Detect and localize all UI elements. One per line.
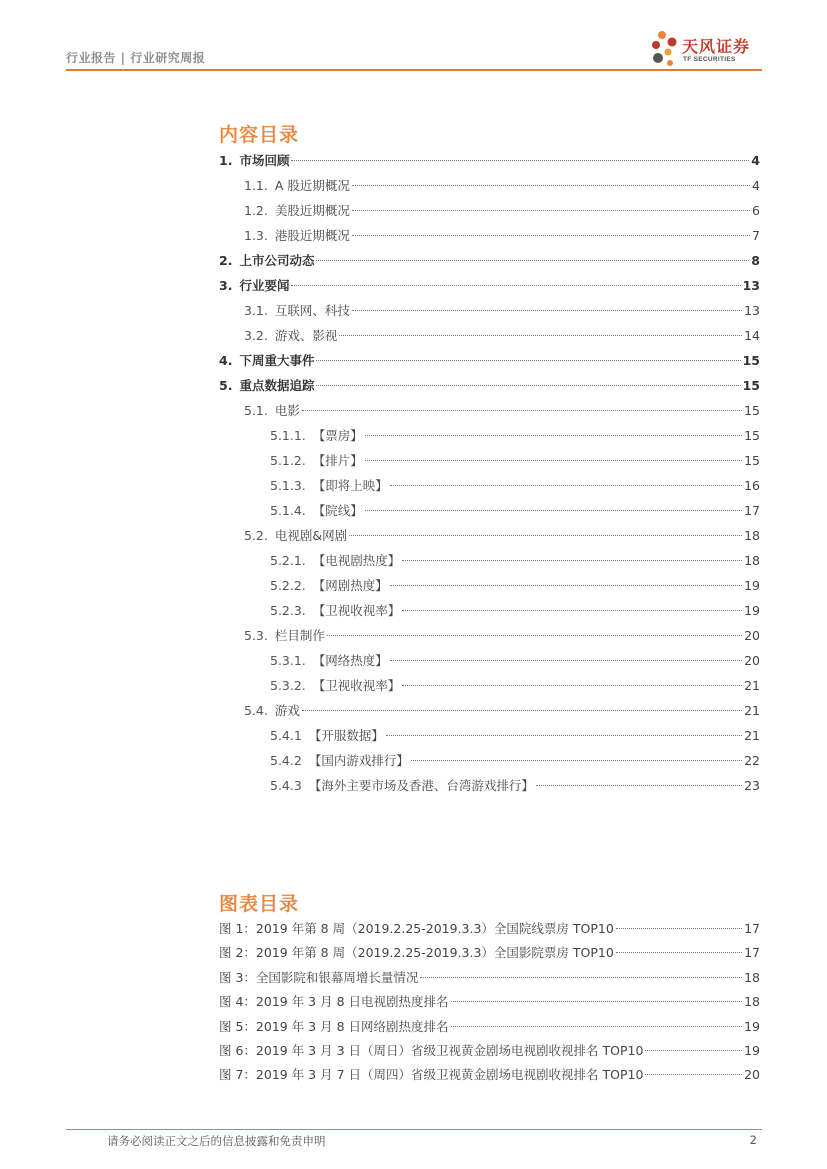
toc-entry-page: 13 bbox=[742, 278, 760, 293]
toc-entry-number: 5.4.3 bbox=[270, 778, 302, 793]
toc-entry-label: 【网络热度】 bbox=[312, 653, 388, 668]
toc-leader-dots bbox=[390, 485, 742, 486]
toc-entry-label: 【排片】 bbox=[312, 453, 363, 468]
toc-leader-dots bbox=[365, 510, 742, 511]
toc-entry[interactable] bbox=[219, 523, 760, 548]
toc-entry-number: 5.1.1. bbox=[270, 428, 306, 443]
toc-entry-label: 栏目制作 bbox=[274, 628, 325, 643]
toc-entry-page: 19 bbox=[744, 603, 760, 618]
figure-entry-label: 图 5：2019 年 3 月 8 日网络剧热度排名 bbox=[219, 1018, 449, 1034]
figure-entry-label: 图 4：2019 年 3 月 8 日电视剧热度排名 bbox=[219, 994, 449, 1010]
toc-entry-page: 15 bbox=[744, 428, 760, 443]
toc-leader-dots bbox=[302, 410, 742, 411]
figure-entry[interactable] bbox=[219, 917, 760, 941]
toc-entry-label: 行业要闻 bbox=[239, 278, 290, 293]
toc-leader-dots bbox=[402, 685, 742, 686]
toc-entry[interactable] bbox=[219, 148, 760, 173]
toc-entry-page: 21 bbox=[744, 678, 760, 693]
toc-entry-page: 18 bbox=[744, 553, 760, 568]
toc-entry-page: 4 bbox=[751, 153, 760, 168]
toc-entry[interactable] bbox=[219, 273, 760, 298]
toc-leader-dots bbox=[327, 635, 742, 636]
toc-leader-dots bbox=[386, 735, 742, 736]
figures-title: 图表目录 bbox=[219, 893, 300, 915]
toc-entry-number: 5.1. bbox=[244, 403, 268, 418]
toc-leader-dots bbox=[349, 535, 742, 536]
toc-entry-label: 【电视剧热度】 bbox=[312, 553, 401, 568]
toc-entry-number: 5.1.2. bbox=[270, 453, 306, 468]
toc-leader-dots bbox=[402, 610, 742, 611]
toc-entry-page: 8 bbox=[751, 253, 760, 268]
toc-entry-label: 游戏 bbox=[274, 703, 300, 718]
figure-entry-label: 图 3：全国影院和银幕周增长量情况 bbox=[219, 969, 419, 985]
figures-list bbox=[219, 917, 760, 1088]
toc-entry-page: 19 bbox=[744, 578, 760, 593]
toc-entry-label: 港股近期概况 bbox=[274, 228, 350, 243]
toc-entry[interactable] bbox=[219, 448, 760, 473]
toc-entry[interactable] bbox=[219, 323, 760, 348]
toc-entry[interactable] bbox=[219, 248, 760, 273]
toc-entry-page: 4 bbox=[752, 178, 760, 193]
toc-entry-page: 18 bbox=[744, 528, 760, 543]
toc-entry-page: 21 bbox=[744, 703, 760, 718]
footer-disclaimer: 请务必阅读正文之后的信息披露和免责申明 bbox=[107, 1134, 326, 1148]
figure-entry-page: 18 bbox=[744, 969, 760, 985]
toc-leader-dots bbox=[402, 560, 742, 561]
toc-list bbox=[219, 148, 760, 798]
toc-leader-dots bbox=[352, 235, 750, 236]
toc-leader-dots bbox=[390, 585, 742, 586]
toc-entry-label: 市场回顾 bbox=[239, 153, 290, 168]
toc-entry-number: 1. bbox=[219, 153, 233, 168]
toc-entry-label: 电影 bbox=[274, 403, 300, 418]
figure-leader-dots bbox=[616, 952, 742, 953]
toc-entry-number: 1.3. bbox=[244, 228, 268, 243]
footer-rule bbox=[66, 1129, 762, 1130]
toc-leader-dots bbox=[316, 360, 740, 361]
toc-entry[interactable] bbox=[219, 648, 760, 673]
toc-entry[interactable] bbox=[219, 223, 760, 248]
toc-entry-number: 5.3.1. bbox=[270, 653, 306, 668]
toc-entry-number: 5.3.2. bbox=[270, 678, 306, 693]
toc-entry[interactable] bbox=[219, 748, 760, 773]
toc-entry-label: 下周重大事件 bbox=[239, 353, 315, 368]
toc-entry-number: 5.2.1. bbox=[270, 553, 306, 568]
flower-icon bbox=[648, 28, 682, 70]
toc-entry[interactable] bbox=[219, 598, 760, 623]
figure-entry[interactable] bbox=[219, 990, 760, 1014]
toc-entry[interactable] bbox=[219, 423, 760, 448]
toc-entry[interactable] bbox=[219, 198, 760, 223]
toc-entry-label: 重点数据追踪 bbox=[239, 378, 315, 393]
toc-entry-page: 17 bbox=[744, 503, 760, 518]
figure-entry[interactable] bbox=[219, 966, 760, 990]
toc-entry-number: 5.4.2 bbox=[270, 753, 302, 768]
toc-entry-label: 【海外主要市场及香港、台湾游戏排行】 bbox=[308, 778, 534, 793]
toc-entry-page: 21 bbox=[744, 728, 760, 743]
toc-entry-label: 美股近期概况 bbox=[274, 203, 350, 218]
tf-securities-logo bbox=[648, 28, 768, 70]
toc-entry[interactable] bbox=[219, 698, 760, 723]
toc-entry-label: 互联网、科技 bbox=[274, 303, 350, 318]
toc-entry-page: 6 bbox=[752, 203, 760, 218]
toc-entry-page: 15 bbox=[742, 378, 760, 393]
figure-leader-dots bbox=[451, 1001, 743, 1002]
toc-entry-number: 5.1.4. bbox=[270, 503, 306, 518]
toc-entry-number: 5.2.3. bbox=[270, 603, 306, 618]
toc-entry-number: 5.2. bbox=[244, 528, 268, 543]
toc-entry-page: 22 bbox=[744, 753, 760, 768]
toc-entry-number: 5.3. bbox=[244, 628, 268, 643]
toc-entry-number: 3. bbox=[219, 278, 233, 293]
toc-entry-label: 【票房】 bbox=[312, 428, 363, 443]
toc-leader-dots bbox=[302, 710, 742, 711]
figure-leader-dots bbox=[645, 1050, 742, 1051]
toc-entry-label: 【院线】 bbox=[312, 503, 363, 518]
toc-entry-page: 15 bbox=[744, 403, 760, 418]
toc-entry-number: 5.2.2. bbox=[270, 578, 306, 593]
toc-entry-number: 2. bbox=[219, 253, 233, 268]
toc-entry-label: 【卫视收视率】 bbox=[312, 678, 401, 693]
toc-leader-dots bbox=[339, 335, 742, 336]
toc-leader-dots bbox=[536, 785, 742, 786]
toc-entry[interactable] bbox=[219, 573, 760, 598]
figure-entry-label: 图 1：2019 年第 8 周（2019.2.25-2019.3.3）全国院线票房 TOP10 bbox=[219, 921, 614, 936]
toc-entry-label: 【网剧热度】 bbox=[312, 578, 388, 593]
toc-entry[interactable] bbox=[219, 498, 760, 523]
figure-leader-dots bbox=[420, 977, 742, 978]
toc-entry[interactable] bbox=[219, 398, 760, 423]
toc-entry-number: 5. bbox=[219, 378, 233, 393]
figure-entry-page: 18 bbox=[744, 994, 760, 1010]
toc-entry[interactable] bbox=[219, 623, 760, 648]
toc-leader-dots bbox=[352, 310, 742, 311]
toc-entry-label: 【即将上映】 bbox=[312, 478, 388, 493]
figure-entry-label: 图 7：2019 年 3 月 7 日（周四）省级卫视黄金剧场电视剧收视排名 TOP10 bbox=[219, 1067, 644, 1083]
toc-entry-number: 1.1. bbox=[244, 178, 268, 193]
page-number: 2 bbox=[749, 1133, 757, 1147]
figure-entry-page: 19 bbox=[744, 1018, 760, 1034]
toc-entry-label: 【国内游戏排行】 bbox=[308, 753, 409, 768]
figure-entry[interactable] bbox=[219, 1015, 760, 1039]
header-label: 行业报告 | 行业研究周报 bbox=[66, 51, 206, 65]
logo-cn: 天风证券 bbox=[682, 37, 751, 56]
toc-entry-number: 3.2. bbox=[244, 328, 268, 343]
toc-entry-label: 上市公司动态 bbox=[239, 253, 315, 268]
figure-leader-dots bbox=[616, 928, 742, 929]
toc-entry-number: 5.1.3. bbox=[270, 478, 306, 493]
toc-entry[interactable] bbox=[219, 298, 760, 323]
toc-entry-page: 20 bbox=[744, 653, 760, 668]
toc-entry-page: 20 bbox=[744, 628, 760, 643]
toc-entry-label: A 股近期概况 bbox=[274, 178, 350, 193]
toc-entry[interactable] bbox=[219, 548, 760, 573]
toc-entry-page: 13 bbox=[744, 303, 760, 318]
toc-entry-label: 【开服数据】 bbox=[308, 728, 384, 743]
toc-entry-page: 7 bbox=[752, 228, 760, 243]
toc-leader-dots bbox=[316, 260, 749, 261]
toc-leader-dots bbox=[411, 760, 742, 761]
toc-entry[interactable] bbox=[219, 373, 760, 398]
figure-entry[interactable] bbox=[219, 1063, 760, 1087]
figure-entry[interactable] bbox=[219, 1039, 760, 1063]
figure-entry-page: 17 bbox=[744, 921, 760, 936]
toc-leader-dots bbox=[316, 385, 740, 386]
toc-entry-number: 4. bbox=[219, 353, 233, 368]
toc-leader-dots bbox=[365, 460, 742, 461]
toc-entry-page: 16 bbox=[744, 478, 760, 493]
figure-leader-dots bbox=[451, 1026, 743, 1027]
figure-leader-dots bbox=[645, 1074, 742, 1075]
header-rule bbox=[66, 69, 762, 71]
toc-entry[interactable] bbox=[219, 723, 760, 748]
toc-entry-label: 【卫视收视率】 bbox=[312, 603, 401, 618]
toc-entry-number: 1.2. bbox=[244, 203, 268, 218]
toc-entry-page: 15 bbox=[744, 453, 760, 468]
toc-entry-number: 3.1. bbox=[244, 303, 268, 318]
toc-entry-label: 游戏、影视 bbox=[274, 328, 338, 343]
toc-leader-dots bbox=[352, 185, 750, 186]
toc-title: 内容目录 bbox=[219, 124, 300, 146]
toc-entry-page: 14 bbox=[744, 328, 760, 343]
toc-entry[interactable] bbox=[219, 348, 760, 373]
toc-entry-number: 5.4.1 bbox=[270, 728, 302, 743]
figure-entry-label: 图 6：2019 年 3 月 3 日（周日）省级卫视黄金剧场电视剧收视排名 TOP10 bbox=[219, 1042, 644, 1058]
toc-entry-page: 23 bbox=[744, 778, 760, 793]
toc-entry-page: 15 bbox=[742, 353, 760, 368]
toc-entry[interactable] bbox=[219, 673, 760, 698]
toc-leader-dots bbox=[291, 285, 740, 286]
toc-entry-number: 5.4. bbox=[244, 703, 268, 718]
toc-entry-label: 电视剧&网剧 bbox=[274, 528, 348, 543]
toc-entry[interactable] bbox=[219, 473, 760, 498]
figure-entry-page: 17 bbox=[744, 945, 760, 961]
toc-entry[interactable] bbox=[219, 173, 760, 198]
figure-entry-page: 20 bbox=[744, 1067, 760, 1083]
figure-entry-label: 图 2：2019 年第 8 周（2019.2.25-2019.3.3）全国影院票房 TOP10 bbox=[219, 945, 614, 961]
toc-leader-dots bbox=[390, 660, 742, 661]
logo-en: TF SECURITIES bbox=[683, 56, 736, 63]
toc-leader-dots bbox=[291, 160, 749, 161]
toc-leader-dots bbox=[365, 435, 742, 436]
toc-leader-dots bbox=[352, 210, 750, 211]
figure-entry-page: 19 bbox=[744, 1042, 760, 1058]
figure-entry[interactable] bbox=[219, 941, 760, 965]
toc-entry[interactable] bbox=[219, 773, 760, 798]
